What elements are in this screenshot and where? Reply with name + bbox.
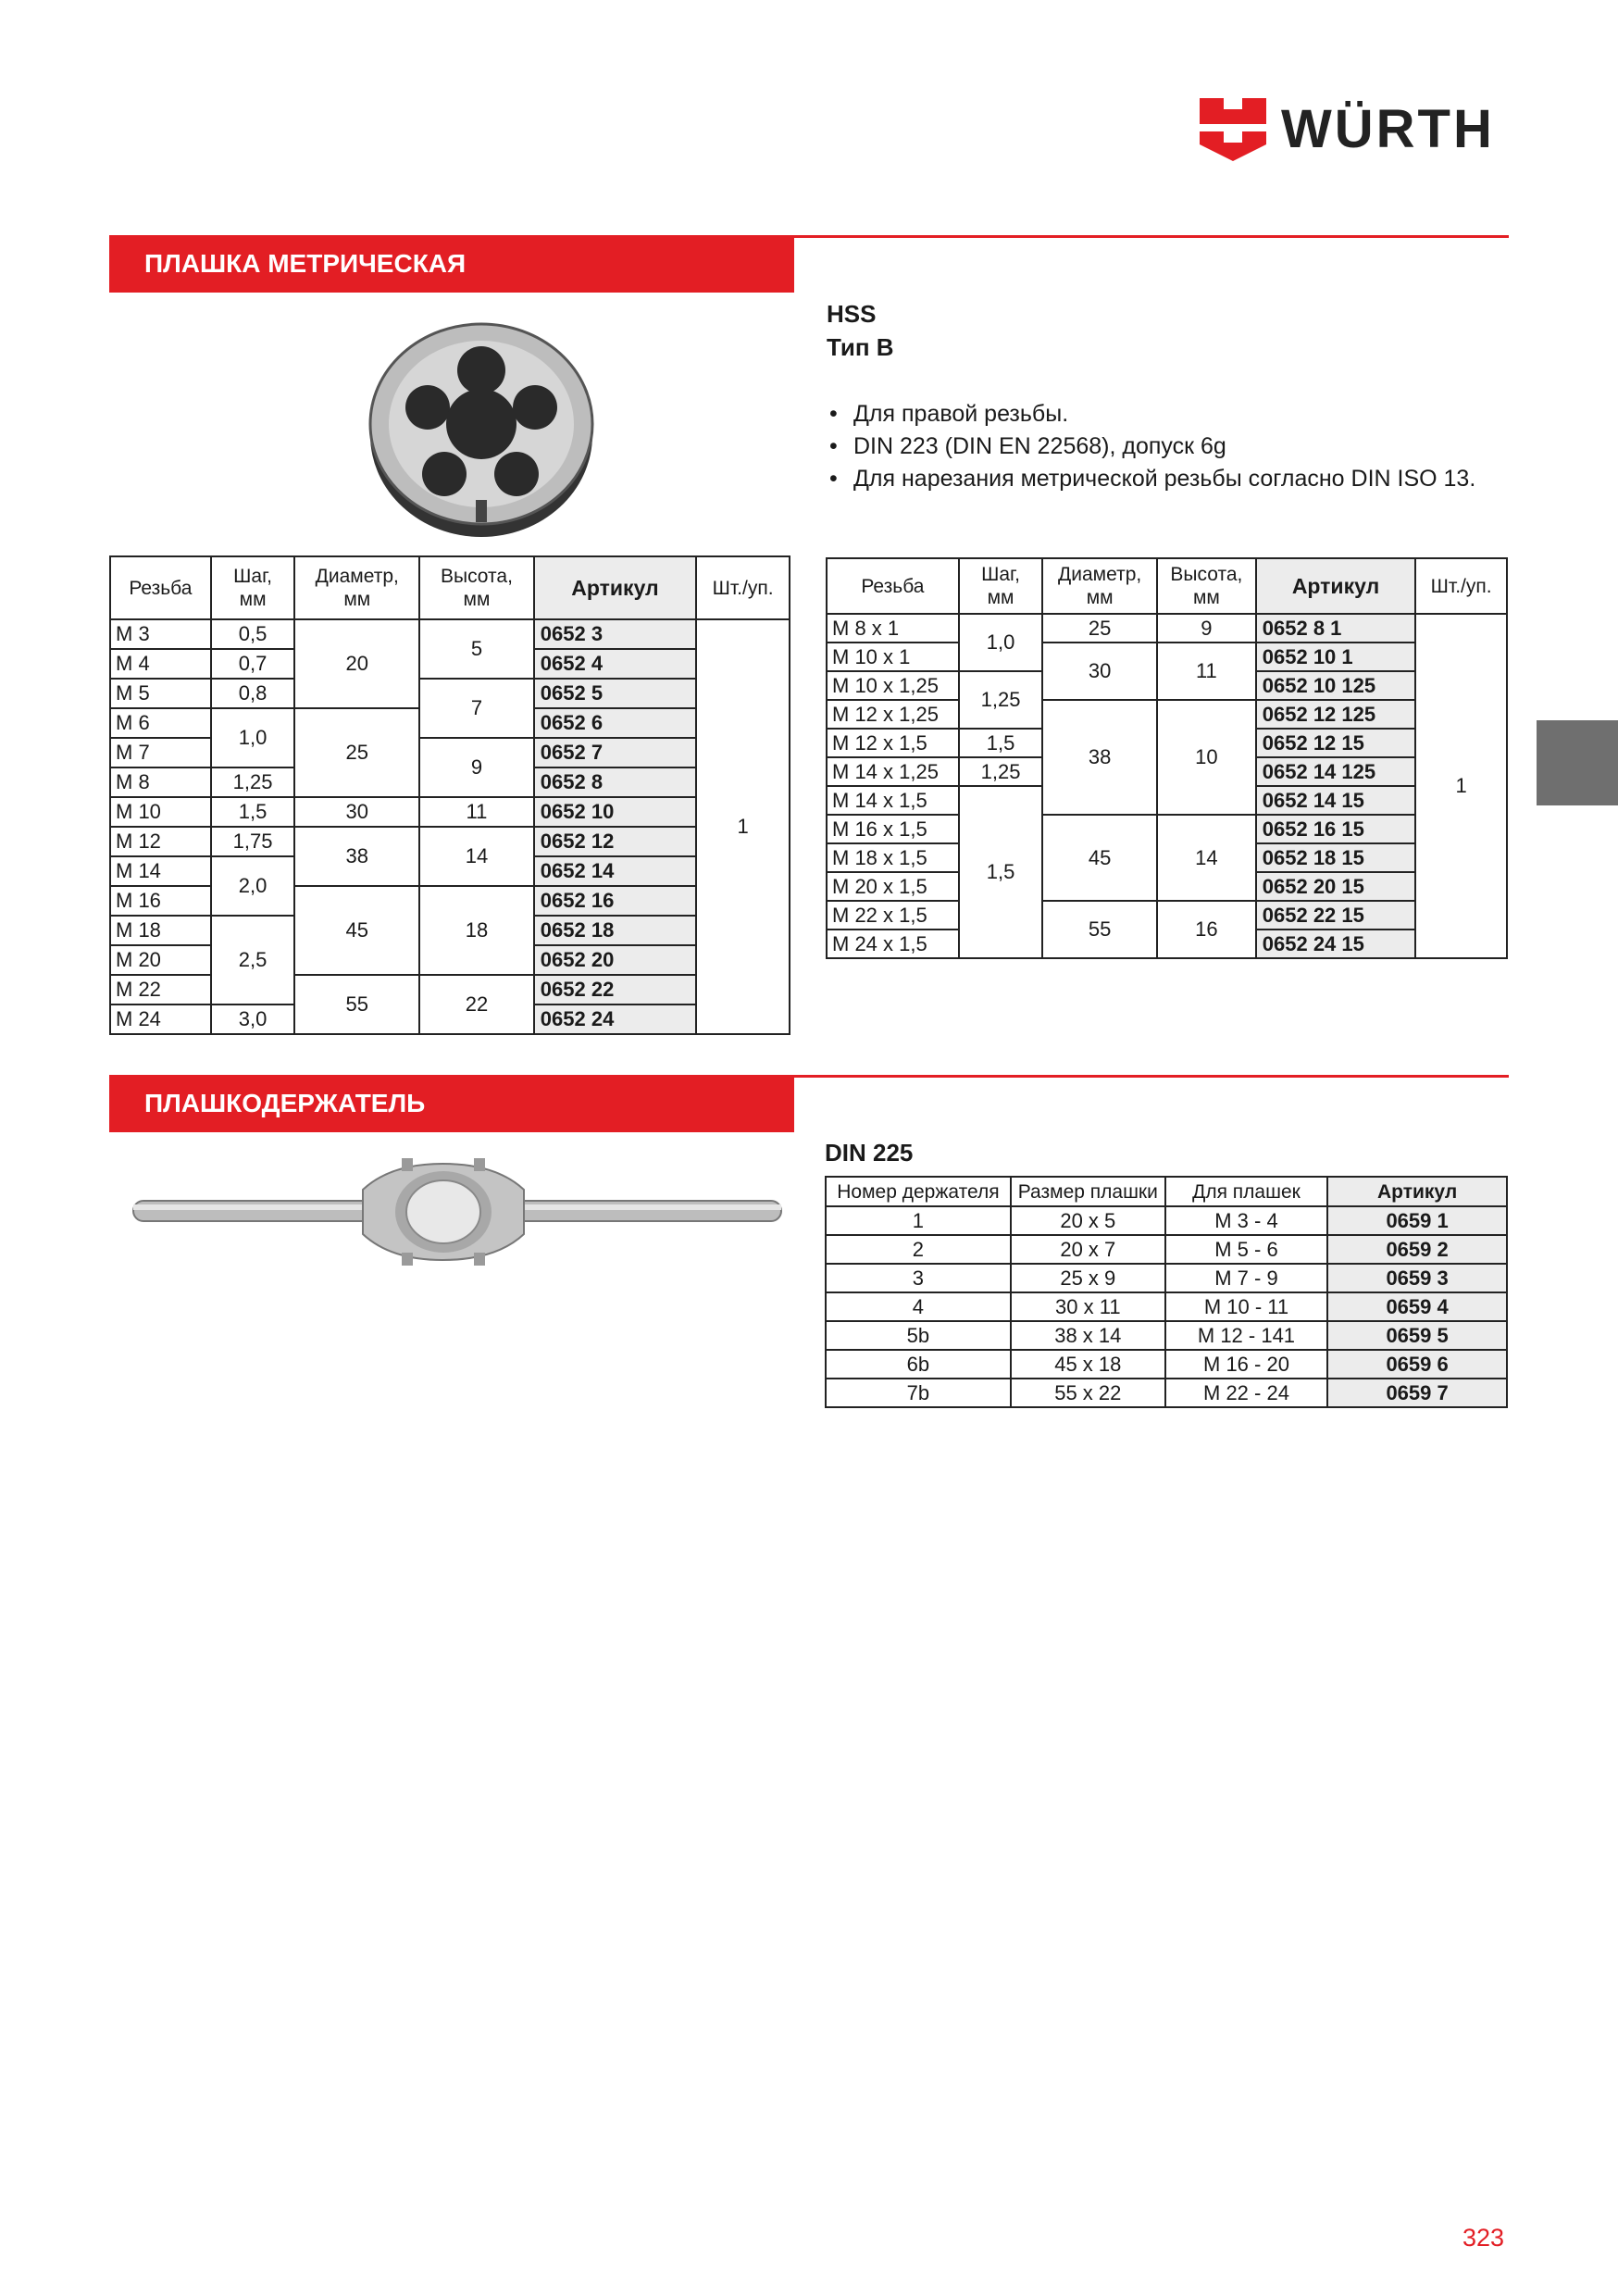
table-row: 3 25 x 9 M 7 - 9 0659 3: [826, 1264, 1507, 1292]
col-qty: Шт./уп.: [696, 556, 790, 619]
table-row: M 12 1,75 38 14 0652 12: [110, 827, 790, 856]
table-row: M 14 x 1,5 1,5 0652 14 15: [827, 786, 1507, 815]
col-article: Артикул: [534, 556, 696, 619]
table-row: M 8 1,25 0652 8: [110, 767, 790, 797]
die-holder-image: [113, 1143, 789, 1282]
section-divider: [794, 235, 1509, 238]
col-qty: Шт./уп.: [1415, 558, 1507, 614]
table-row: M 10 x 1,25 1,25 0652 10 125: [827, 671, 1507, 700]
table-row: M 18 x 1,5 0652 18 15: [827, 843, 1507, 872]
table-row: M 24 x 1,5 0652 24 15: [827, 930, 1507, 958]
col-height: Высота, мм: [1157, 558, 1256, 614]
wurth-logo: [1200, 96, 1514, 163]
fine-thread-die-table: [826, 557, 1508, 959]
table-row: M 7 9 0652 7: [110, 738, 790, 767]
col-pitch: Шаг, мм: [959, 558, 1043, 614]
table-row: M 14 2,0 0652 14: [110, 856, 790, 886]
table-row: M 5 0,8 7 0652 5: [110, 679, 790, 708]
table-row: M 3 0,5 20 5 0652 3 1: [110, 619, 790, 649]
table-row: M 18 2,5 0652 18: [110, 916, 790, 945]
feature-list: [829, 398, 1475, 495]
table-row: 6b 45 x 18 M 16 - 20 0659 6: [826, 1350, 1507, 1379]
table-row: M 8 x 1 1,0 25 9 0652 8 1 1: [827, 614, 1507, 643]
table-row: M 12 x 1,25 38 10 0652 12 125: [827, 700, 1507, 729]
table-row: M 22 55 22 0652 22: [110, 975, 790, 1004]
brand-name: WÜRTH: [1281, 99, 1495, 159]
col-thread: Резьба: [110, 556, 211, 619]
table-row: M 10 x 1 30 11 0652 10 1: [827, 643, 1507, 671]
col-article: Артикул: [1256, 558, 1415, 614]
col-pitch: Шаг, мм: [211, 556, 295, 619]
metric-die-table: [109, 555, 790, 1035]
round-die-image: [352, 306, 611, 546]
table-row: 5b 38 x 14 M 12 - 141 0659 5: [826, 1321, 1507, 1350]
feature-item: • Для нарезания метрической резьбы согласно DIN ISO 13.: [829, 466, 1476, 492]
table-row: M 20 0652 20: [110, 945, 790, 975]
standard-label: DIN 225: [825, 1139, 914, 1167]
table-row: M 12 x 1,5 1,5 0652 12 15: [827, 729, 1507, 757]
col-height: Высота, мм: [419, 556, 534, 619]
table-row: M 20 x 1,5 0652 20 15: [827, 872, 1507, 901]
table-row: 4 30 x 11 M 10 - 11 0659 4: [826, 1292, 1507, 1321]
material-label: HSS: [827, 300, 877, 328]
feature-item: • DIN 223 (DIN EN 22568), допуск 6g: [829, 433, 1226, 459]
table-row: M 24 3,0 0652 24: [110, 1004, 790, 1034]
col-holder-number: Номер держателя: [826, 1177, 1011, 1206]
die-holder-table: [825, 1176, 1508, 1408]
section-divider: [794, 1075, 1509, 1078]
section-title-die: ПЛАШКА МЕТРИЧЕСКАЯ: [109, 235, 794, 293]
table-row: M 22 x 1,5 55 16 0652 22 15: [827, 901, 1507, 930]
section-title-holder: ПЛАШКОДЕРЖАТЕЛЬ: [109, 1075, 794, 1132]
table-row: M 6 1,0 25 0652 6: [110, 708, 790, 738]
table-row: M 16 x 1,5 45 14 0652 16 15: [827, 815, 1507, 843]
col-thread: Резьба: [827, 558, 959, 614]
col-for-dies: Для плашек: [1165, 1177, 1327, 1206]
col-diameter: Диаметр, мм: [294, 556, 419, 619]
col-diameter: Диаметр, мм: [1042, 558, 1157, 614]
chapter-tab: [1537, 720, 1618, 805]
col-article: Артикул: [1327, 1177, 1507, 1206]
feature-item: • Для правой резьбы.: [829, 401, 1069, 427]
table-row: M 16 45 18 0652 16: [110, 886, 790, 916]
type-label: Тип B: [827, 333, 894, 361]
page-number: 323: [1462, 2224, 1505, 2252]
col-die-size: Размер плашки: [1011, 1177, 1165, 1206]
table-row: 1 20 x 5 M 3 - 4 0659 1: [826, 1206, 1507, 1235]
wurth-logo-mark-icon: [1200, 96, 1266, 163]
table-row: 7b 55 x 22 M 22 - 24 0659 7: [826, 1379, 1507, 1407]
table-row: 2 20 x 7 M 5 - 6 0659 2: [826, 1235, 1507, 1264]
table-row: M 4 0,7 0652 4: [110, 649, 790, 679]
table-row: M 10 1,5 30 11 0652 10: [110, 797, 790, 827]
table-row: M 14 x 1,25 1,25 0652 14 125: [827, 757, 1507, 786]
